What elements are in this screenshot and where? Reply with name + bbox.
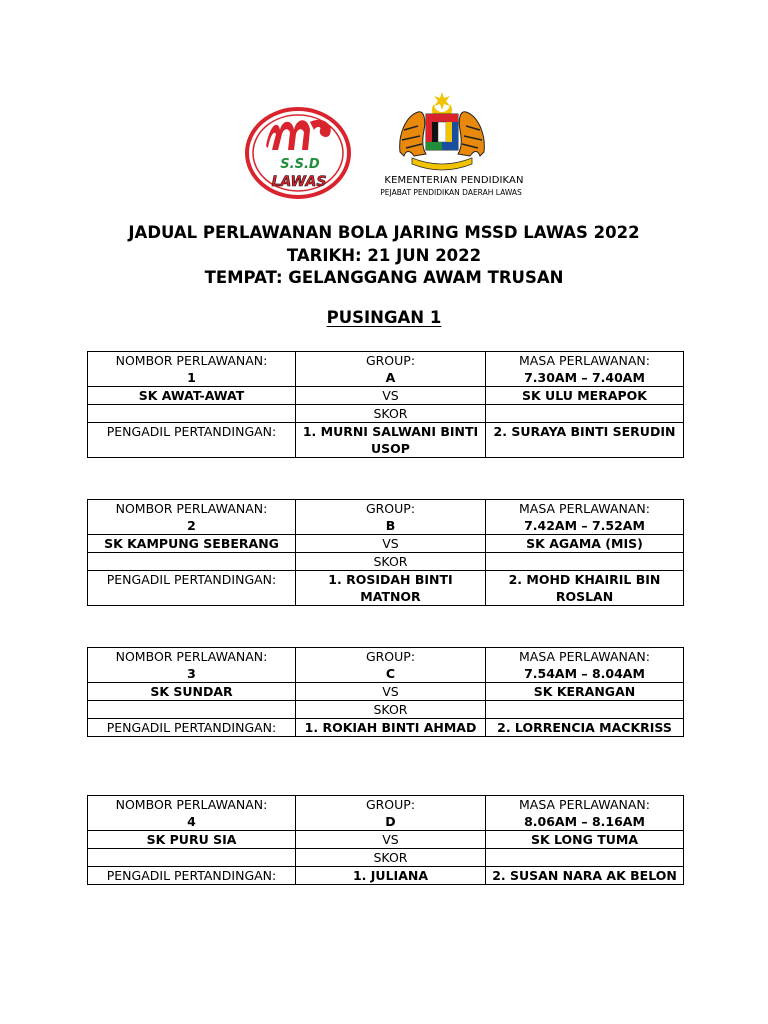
match-number: 1 — [187, 370, 196, 385]
teams-row — [88, 831, 684, 849]
time-cell — [486, 648, 684, 683]
score-away — [486, 849, 684, 867]
referee-row — [88, 423, 684, 458]
group-value: B — [385, 518, 396, 533]
group-cell — [296, 352, 486, 387]
time-label: MASA PERLAWANAN: — [519, 649, 650, 664]
score-row — [88, 553, 684, 571]
match-number: 2 — [187, 518, 196, 533]
header-logos — [0, 0, 768, 215]
match-number-label: NOMBOR PERLAWANAN: — [115, 797, 268, 812]
time-value: 7.42AM – 7.52AM — [524, 518, 645, 533]
group-label: GROUP: — [365, 797, 416, 812]
match-number-cell — [88, 796, 296, 831]
vs-label: VS — [296, 683, 486, 701]
score-label: SKOR — [296, 849, 486, 867]
match-table-3 — [87, 647, 684, 737]
vs-label: VS — [296, 831, 486, 849]
group-value: A — [385, 370, 396, 385]
referee-2: 2. LORRENCIA MACKRISS — [486, 719, 684, 737]
time-value: 7.54AM – 8.04AM — [524, 666, 645, 681]
vs-label: VS — [296, 387, 486, 405]
referee-label: PENGADIL PERTANDINGAN: — [88, 423, 296, 458]
referee-label: PENGADIL PERTANDINGAN: — [88, 867, 296, 885]
match-number: 4 — [187, 814, 196, 829]
score-row — [88, 849, 684, 867]
match-number-label: NOMBOR PERLAWANAN: — [115, 353, 268, 368]
teams-row — [88, 535, 684, 553]
score-home — [88, 405, 296, 423]
score-away — [486, 701, 684, 719]
title-venue: TEMPAT: GELANGGANG AWAM TRUSAN — [204, 268, 564, 287]
title-date: TARIKH: 21 JUN 2022 — [286, 245, 482, 265]
match-table-2 — [87, 499, 684, 606]
referee-2: 2. MOHD KHAIRIL BIN ROSLAN — [486, 571, 684, 606]
teams-row — [88, 387, 684, 405]
score-row — [88, 701, 684, 719]
time-label: MASA PERLAWANAN: — [519, 353, 650, 368]
time-cell — [486, 352, 684, 387]
match-number: 3 — [187, 666, 196, 681]
referee-row — [88, 719, 684, 737]
team-home: SK PURU SIA — [88, 831, 296, 849]
group-cell — [296, 648, 486, 683]
referee-row — [88, 571, 684, 606]
score-row — [88, 405, 684, 423]
score-label: SKOR — [296, 701, 486, 719]
score-away — [486, 553, 684, 571]
referee-1: 1. JULIANA — [296, 867, 486, 885]
match-info-row — [88, 796, 684, 831]
referee-1: 1. ROSIDAH BINTI MATNOR — [296, 571, 486, 606]
referee-2: 2. SURAYA BINTI SERUDIN — [486, 423, 684, 458]
match-number-cell — [88, 648, 296, 683]
team-home: SK KAMPUNG SEBERANG — [88, 535, 296, 553]
group-label: GROUP: — [365, 649, 416, 664]
score-away — [486, 405, 684, 423]
score-label: SKOR — [296, 553, 486, 571]
round-heading — [0, 308, 768, 327]
vs-label: VS — [296, 535, 486, 553]
time-cell — [486, 796, 684, 831]
match-info-row — [88, 352, 684, 387]
group-cell — [296, 500, 486, 535]
match-info-row — [88, 648, 684, 683]
time-cell — [486, 500, 684, 535]
round-label: PUSINGAN 1 — [326, 308, 442, 327]
group-cell — [296, 796, 486, 831]
mssd-lawas-logo — [244, 106, 352, 200]
group-label: GROUP: — [365, 353, 416, 368]
match-number-cell — [88, 500, 296, 535]
score-home — [88, 553, 296, 571]
match-table-4 — [87, 795, 684, 885]
group-label: GROUP: — [365, 501, 416, 516]
time-label: MASA PERLAWANAN: — [519, 797, 650, 812]
group-value: C — [385, 666, 396, 681]
match-number-label: NOMBOR PERLAWANAN: — [115, 649, 268, 664]
time-value: 7.30AM – 7.40AM — [524, 370, 645, 385]
score-home — [88, 849, 296, 867]
logo-lawas-text: LAWAS — [271, 174, 327, 190]
referee-1: 1. MURNI SALWANI BINTI USOP — [296, 423, 486, 458]
match-number-cell — [88, 352, 296, 387]
team-away: SK ULU MERAPOK — [486, 387, 684, 405]
document-title — [0, 222, 768, 290]
referee-label: PENGADIL PERTANDINGAN: — [88, 719, 296, 737]
referee-2: 2. SUSAN NARA AK BELON — [486, 867, 684, 885]
time-label: MASA PERLAWANAN: — [519, 501, 650, 516]
team-away: SK KERANGAN — [486, 683, 684, 701]
time-value: 8.06AM – 8.16AM — [524, 814, 645, 829]
match-table-1 — [87, 351, 684, 458]
referee-1: 1. ROKIAH BINTI AHMAD — [296, 719, 486, 737]
logo-ssd-text: S.S.D — [280, 157, 320, 172]
team-away: SK AGAMA (MIS) — [486, 535, 684, 553]
coat-of-arms-logo — [392, 90, 492, 172]
referee-label: PENGADIL PERTANDINGAN: — [88, 571, 296, 606]
teams-row — [88, 683, 684, 701]
match-info-row — [88, 500, 684, 535]
team-home: SK AWAT-AWAT — [88, 387, 296, 405]
title-line-1: JADUAL PERLAWANAN BOLA JARING MSSD LAWAS 2022 — [128, 223, 640, 242]
score-label: SKOR — [296, 405, 486, 423]
group-value: D — [385, 814, 396, 829]
team-home: SK SUNDAR — [88, 683, 296, 701]
ministry-name: KEMENTERIAN PENDIDIKAN — [384, 175, 524, 186]
team-away: SK LONG TUMA — [486, 831, 684, 849]
match-number-label: NOMBOR PERLAWANAN: — [115, 501, 268, 516]
district-office-name: PEJABAT PENDIDIKAN DAERAH LAWAS — [380, 188, 522, 197]
referee-row — [88, 867, 684, 885]
score-home — [88, 701, 296, 719]
